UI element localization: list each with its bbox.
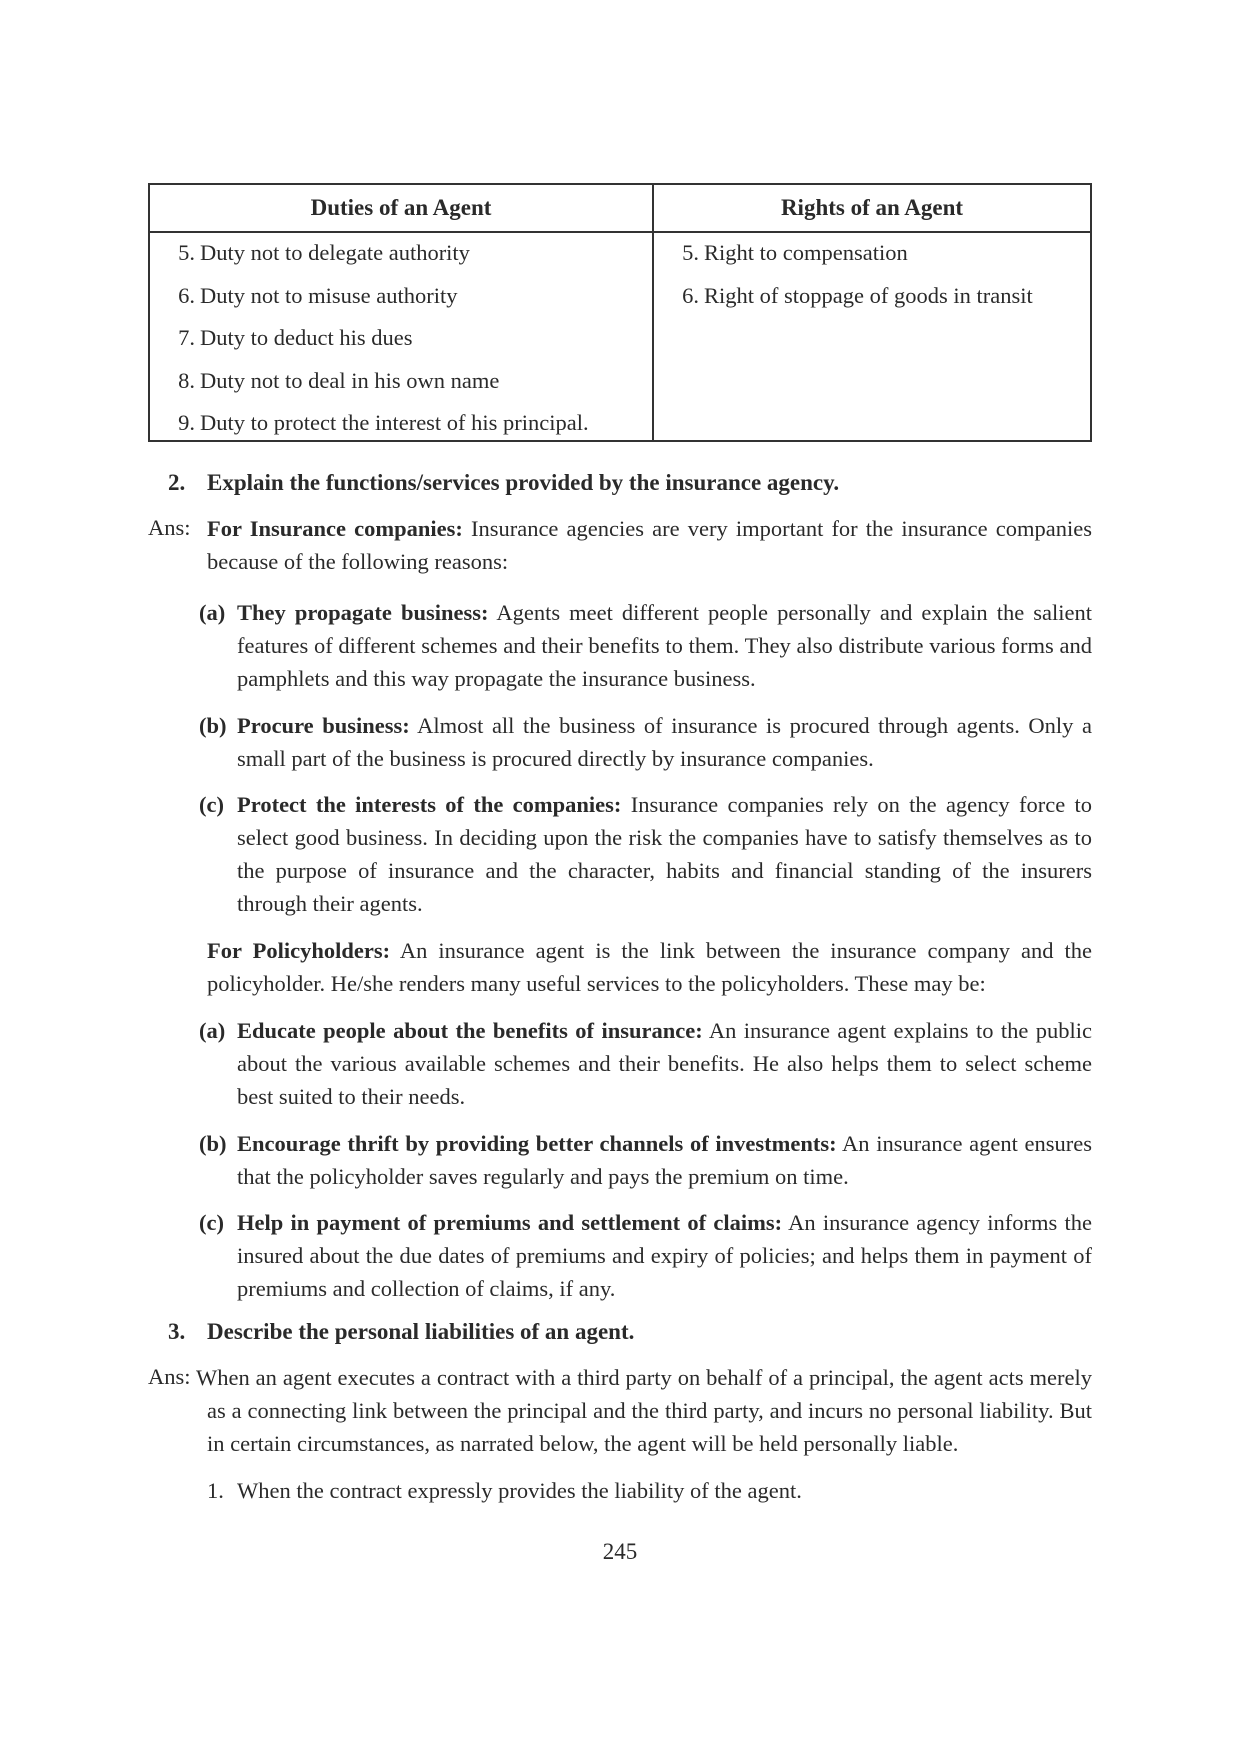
item-label: (c)	[199, 792, 224, 817]
item-text: An insurance agent explains to the public about the various available schemes and their benefits. He also helps them to select scheme best suited to their needs.	[237, 1018, 1092, 1109]
companies-intro-text: Insurance agencies are very important for the insurance companies because of the following reasons:	[207, 516, 1092, 574]
duty-text: Duty not to delegate authority	[200, 240, 470, 265]
item-heading: Encourage thrift by providing better channels of investments:	[237, 1131, 837, 1156]
q3-answer-text: When an agent executes a contract with a third party on behalf of a principal, the agent acts merely as a connecting link between the principal and the third party, and incurs no personal liability. But in certain circumstances, as narrated below, the agent will be held personally liable.	[196, 1365, 1092, 1456]
item-label: (c)	[199, 1210, 224, 1235]
right-number: 5.	[682, 240, 699, 265]
item-text: Almost all the business of insurance is procured through agents. Only a small part of the business is procured directly by insurance companies.	[237, 713, 1092, 771]
item-heading: Protect the interests of the companies:	[237, 792, 622, 817]
rights-column	[654, 185, 1090, 440]
item-text: An insurance agency informs the insured about the due dates of premiums and expiry of policies; and helps them in payment of premiums and collection of claims, if any.	[237, 1210, 1092, 1301]
policyholders-intro	[207, 934, 1092, 1000]
duty-text: Duty not to misuse authority	[200, 282, 458, 308]
companies-heading: For Insurance companies:	[207, 516, 463, 541]
page-number: 245	[602, 1539, 638, 1564]
companies-intro	[207, 512, 1092, 578]
duty-number: 6.	[178, 282, 195, 308]
item-label: (a)	[199, 1018, 226, 1043]
duties-header: Duties of an Agent	[150, 185, 652, 233]
q3-answer	[196, 1361, 1092, 1460]
item-text: Insurance companies rely on the agency force to select good business. In deciding upon the risk the companies have to satisfy themselves as to the purpose of insurance and the character, habits and financial standing of the insurers through their agents.	[237, 792, 1092, 916]
right-text: Right to compensation	[704, 240, 908, 265]
rights-header: Rights of an Agent	[654, 185, 1090, 233]
duty-text: Duty not to deal in his own name	[200, 367, 500, 393]
duties-rights-table	[148, 183, 1092, 442]
item-heading: Procure business:	[237, 713, 410, 738]
item-heading: They propagate business:	[237, 600, 489, 625]
duty-number: 8.	[178, 367, 195, 393]
policyholders-intro-text: An insurance agent is the link between the insurance company and the policyholder. He/she renders many useful services to the policyholders. These may be:	[207, 938, 1093, 996]
item-text: An insurance agent ensures that the policyholder saves regularly and pays the premium on time.	[237, 1131, 1092, 1189]
item-heading: Educate people about the benefits of insurance:	[237, 1018, 703, 1043]
item-label: (a)	[199, 600, 226, 625]
question-number: 2.	[168, 470, 186, 495]
right-row	[654, 281, 1090, 324]
duty-row	[150, 408, 652, 451]
question-text: Explain the functions/services provided by the insurance agency.	[207, 470, 840, 495]
duty-row	[150, 323, 652, 366]
duty-text: Duty to protect the interest of his principal.	[200, 410, 589, 435]
right-text: Right of stoppage of goods in transit	[704, 282, 1033, 308]
right-row	[654, 238, 1090, 281]
duty-number: 7.	[178, 325, 195, 350]
duty-number: 5.	[178, 240, 195, 265]
duty-text: Duty to deduct his dues	[200, 325, 413, 350]
item-label: (b)	[199, 1131, 227, 1156]
answer-label: Ans:	[148, 515, 191, 540]
duties-column	[150, 185, 654, 440]
duty-row	[150, 366, 652, 409]
item-text: Agents meet different people personally and explain the salient features of different schemes and their benefits to them. They also distribute various forms and pamphlets and this way propagate the insurance business.	[237, 600, 1092, 691]
item-text: When the contract expressly provides the liability of the agent.	[237, 1478, 802, 1503]
duty-row	[150, 281, 652, 324]
item-label: 1.	[207, 1478, 224, 1503]
duty-number: 9.	[178, 410, 195, 435]
duty-row	[150, 238, 652, 281]
item-label: (b)	[199, 713, 227, 738]
item-heading: Help in payment of premiums and settlement of claims:	[237, 1210, 783, 1235]
answer-label: Ans:	[148, 1364, 191, 1389]
question-text: Describe the personal liabilities of an agent.	[207, 1319, 635, 1344]
right-number: 6.	[682, 282, 699, 308]
policyholders-heading: For Policyholders:	[207, 938, 391, 963]
question-number: 3.	[168, 1319, 186, 1344]
